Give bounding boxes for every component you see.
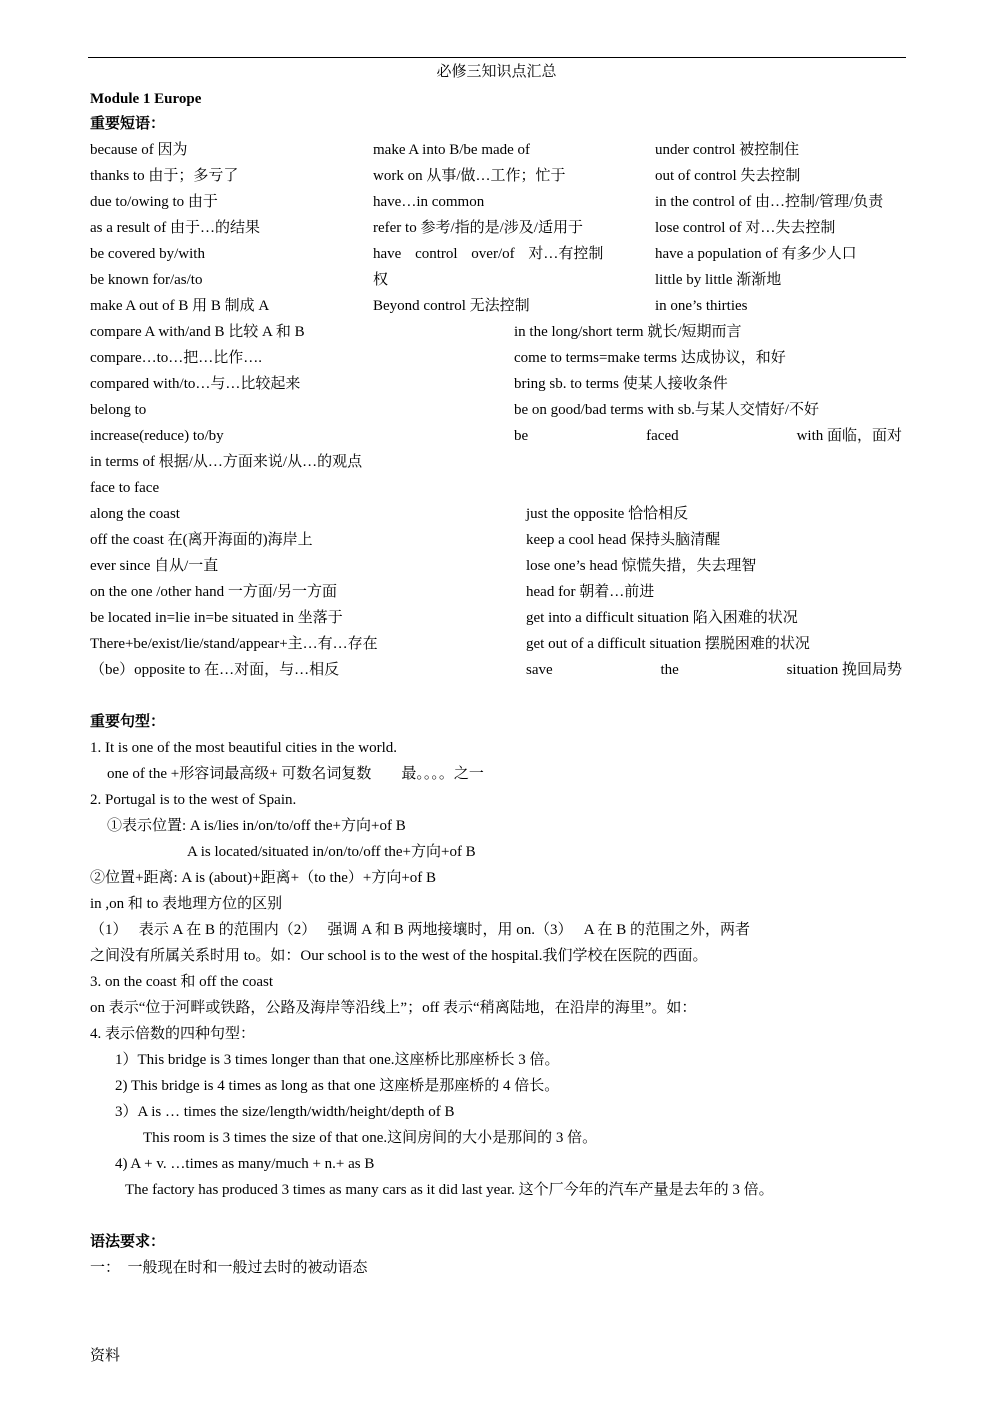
phrase-col2-item: refer to 参考/指的是/涉及/适用于: [373, 220, 583, 236]
phrase-col2-item: have control over/of 对…有控制: [373, 246, 604, 262]
phrase-left-item: on the one /other hand 一方面/另一方面: [90, 584, 338, 600]
phrase-col2-item: 权: [373, 272, 389, 288]
sentence-line: A is located/situated in/on/to/off the+方向+of B: [187, 844, 476, 860]
phrase-left-item: increase(reduce) to/by: [90, 428, 224, 444]
phrase-col3-item: out of control 失去控制: [655, 168, 801, 184]
sentence-line: 3. on the coast 和 off the coast: [90, 974, 274, 990]
phrase-col3-item: in one’s thirties: [655, 298, 748, 314]
phrase-right-item: get into a difficult situation 陷入困难的状况: [526, 610, 798, 626]
phrase-left-item: along the coast: [90, 506, 180, 522]
phrase-right-justified: [514, 426, 902, 446]
sentence-line: ①表示位置: A is/lies in/on/to/off the+方向+of B: [107, 818, 406, 834]
phrase-right-item: just the opposite 恰恰相反: [526, 506, 689, 522]
phrase-col2-item: make A into B/be made of: [373, 142, 531, 158]
phrase-col3-item: under control 被控制住: [655, 142, 800, 158]
sentences-heading: 重要句型：: [90, 714, 166, 730]
header-rule: [88, 57, 906, 58]
grammar-item: 一： 一般现在时和一般过去时的被动语态: [90, 1260, 368, 1276]
sentence-line: 1. It is one of the most beautiful cities in the world.: [90, 740, 398, 756]
sentence-line: one of the +形容词最高级+ 可数名词复数 最。。。。之一: [107, 766, 484, 782]
phrase-col1-item: due to/owing to 由于: [90, 194, 218, 210]
phrase-right-item: bring sb. to terms 使某人接收条件: [514, 376, 728, 392]
phrase-col1-item: thanks to 由于；多亏了: [90, 168, 239, 184]
sentence-line: in ,on 和 to 表地理方位的区别: [90, 896, 283, 912]
sentence-line: 3）A is … times the size/length/width/height/depth of B: [115, 1104, 455, 1120]
phrase-left-item: There+be/exist/lie/stand/appear+主…有…存在: [90, 636, 378, 652]
phrase-col3-item: in the control of 由…控制/管理/负责: [655, 194, 884, 210]
phrase-col2-item: have…in common: [373, 194, 485, 210]
justified-word: situation 挽回局势: [786, 662, 902, 678]
page-footer: 资料: [90, 1348, 121, 1364]
phrase-left-item: off the coast 在(离开海面的)海岸上: [90, 532, 313, 548]
justified-word: with 面临，面对: [796, 428, 902, 444]
phrase-left-item: compare…to…把…比作….: [90, 350, 263, 366]
justified-word: the: [660, 662, 679, 678]
phrase-col3-item: lose control of 对…失去控制: [655, 220, 836, 236]
justified-word: faced: [646, 428, 679, 444]
page-header-title: 必修三知识点汇总: [436, 64, 557, 80]
phrase-col1-item: as a result of 由于…的结果: [90, 220, 260, 236]
phrase-right-item: head for 朝着…前进: [526, 584, 655, 600]
phrase-col2-item: Beyond control 无法控制: [373, 298, 530, 314]
phrase-left-item: be located in=lie in=be situated in 坐落于: [90, 610, 343, 626]
phrase-right-item: be on good/bad terms with sb.与某人交情好/不好: [514, 402, 819, 418]
phrase-left-item: in terms of 根据/从…方面来说/从…的观点: [90, 454, 363, 470]
phrase-right-item: come to terms=make terms 达成协议，和好: [514, 350, 786, 366]
phrase-left-item: compare A with/and B 比较 A 和 B: [90, 324, 305, 340]
phrase-left-item: ever since 自从/一直: [90, 558, 219, 574]
phrase-col1-item: because of 因为: [90, 142, 188, 158]
phrase-col1-item: make A out of B 用 B 制成 A: [90, 298, 270, 314]
sentence-line: 2) This bridge is 4 times as long as that one 这座桥是那座桥的 4 倍长。: [115, 1078, 560, 1094]
sentence-line: This room is 3 times the size of that one.这间房间的大小是那间的 3 倍。: [143, 1130, 598, 1146]
sentence-line: 之间没有所属关系时用 to。如：Our school is to the west of the hospital.我们学校在医院的西面。: [90, 948, 708, 964]
sentence-line: 4. 表示倍数的四种句型：: [90, 1026, 256, 1042]
phrase-left-item: （be）opposite to 在…对面，与…相反: [90, 662, 340, 678]
phrase-left-item: belong to: [90, 402, 147, 418]
phrase-right-item: keep a cool head 保持头脑清醒: [526, 532, 721, 548]
phrase-col2-item: work on 从事/做…工作；忙于: [373, 168, 566, 184]
phrase-col3-item: have a population of 有多少人口: [655, 246, 857, 262]
module-title: Module 1 Europe: [90, 91, 202, 107]
phrase-col3-item: little by little 渐渐地: [655, 272, 782, 288]
phrase-left-item: face to face: [90, 480, 160, 496]
sentence-line: 1）This bridge is 3 times longer than that one.这座桥比那座桥长 3 倍。: [115, 1052, 560, 1068]
sentence-line: on 表示“位于河畔或铁路，公路及海岸等沿线上”；off 表示“稍离陆地，在沿岸的海里”。如：: [90, 1000, 697, 1016]
sentence-line: ②位置+距离: A is (about)+距离+（to the）+方向+of B: [90, 870, 437, 886]
sentence-line: （1） 表示 A 在 B 的范围内（2） 强调 A 和 B 两地接壤时，用 on.（3） A 在 B 的范围之外，两者: [90, 922, 751, 938]
phrase-right-item: get out of a difficult situation 摆脱困难的状况: [526, 636, 810, 652]
phrase-right-justified: [526, 660, 902, 680]
grammar-heading: 语法要求：: [90, 1234, 166, 1250]
phrase-left-item: compared with/to…与…比较起来: [90, 376, 301, 392]
phrase-right-item: in the long/short term 就长/短期而言: [514, 324, 742, 340]
phrase-right-item: lose one’s head 惊慌失措，失去理智: [526, 558, 757, 574]
justified-word: be: [514, 428, 529, 444]
phrases-heading: 重要短语：: [90, 116, 166, 132]
phrase-col1-item: be covered by/with: [90, 246, 205, 262]
sentence-line: 4) A + v. …times as many/much + n.+ as B: [115, 1156, 375, 1172]
sentence-line: 2. Portugal is to the west of Spain.: [90, 792, 297, 808]
justified-word: save: [526, 662, 553, 678]
phrase-col1-item: be known for/as/to: [90, 272, 203, 288]
sentence-line: The factory has produced 3 times as many cars as it did last year. 这个厂今年的汽车产量是去年的 3 倍。: [125, 1182, 774, 1198]
